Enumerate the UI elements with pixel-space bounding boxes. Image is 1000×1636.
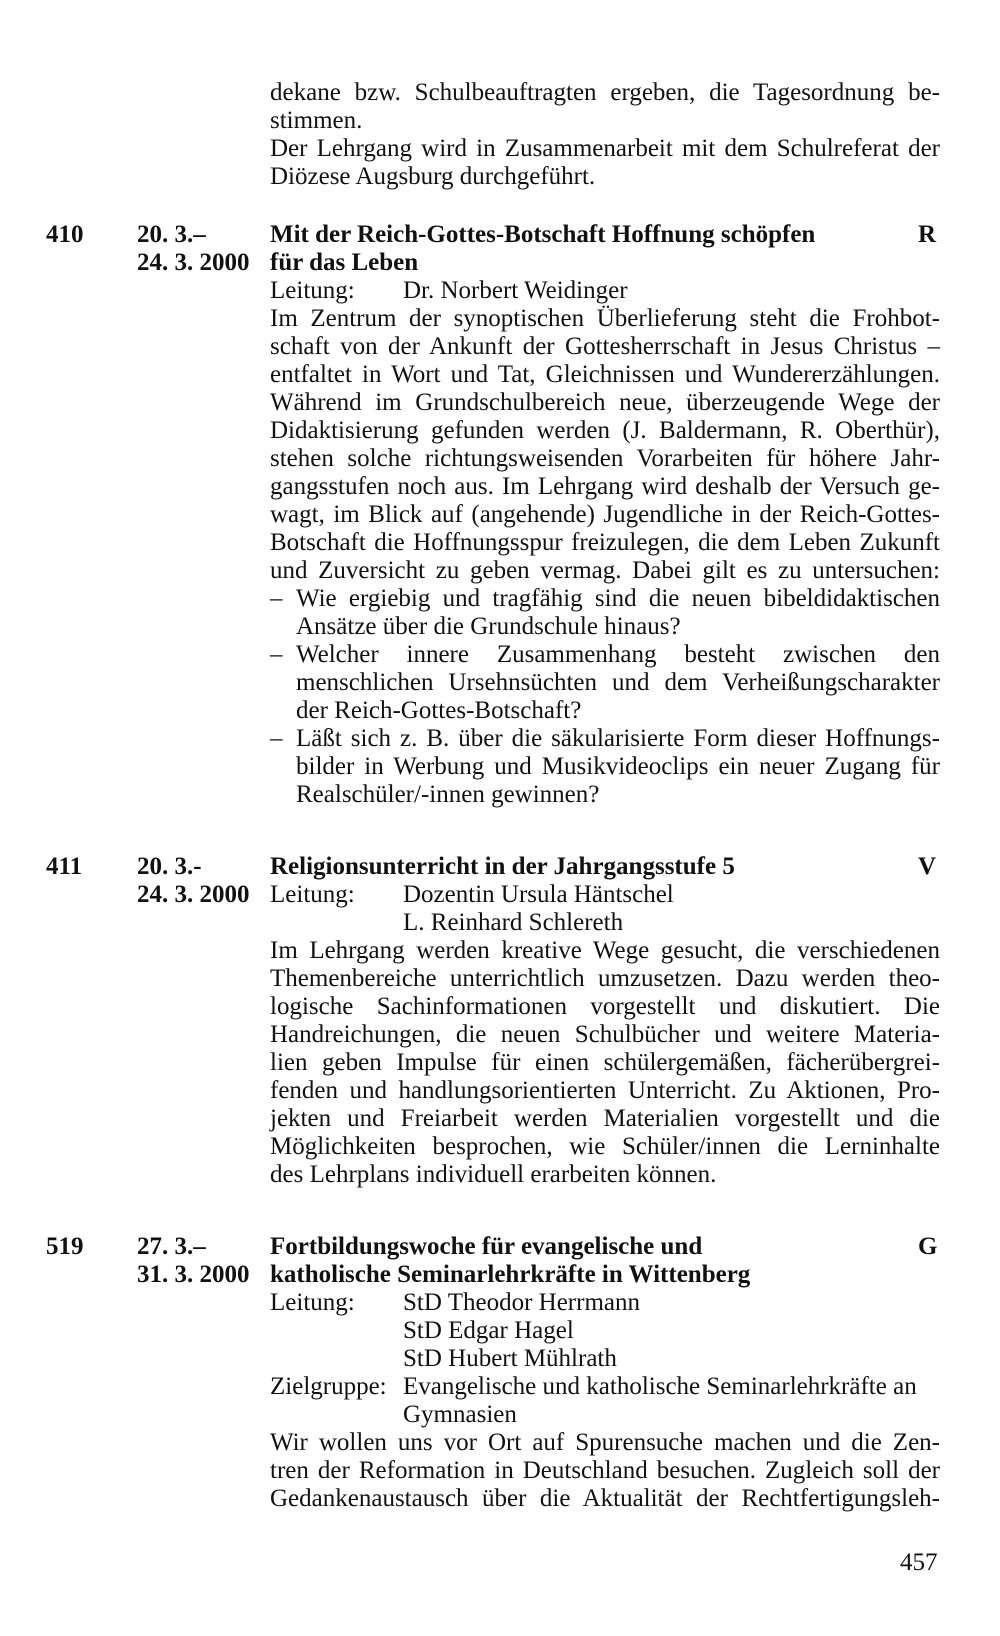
category-letter: R — [918, 221, 937, 248]
text-line: schaft von der Ankunft der Gottesherrschaft in Jesus Christus – — [270, 333, 940, 360]
text-line: fenden und handlungsorientierten Unterricht. Zu Aktionen, Pro- — [270, 1077, 940, 1104]
course-title: Mit der Reich-Gottes-Botschaft Hoffnung schöpfen — [270, 221, 816, 248]
course-number: 410 — [46, 221, 84, 248]
text-line: Botschaft die Hoffnungsspur freizulegen, die dem Leben Zukunft — [270, 529, 940, 556]
text-line: Im Lehrgang werden kreative Wege gesucht, die verschiedenen — [270, 937, 940, 964]
text-line: lien geben Impulse für einen schülergemäßen, fächerübergrei- — [270, 1049, 940, 1076]
text-line: logische Sachinformationen vorgestellt und diskutiert. Die — [270, 993, 940, 1020]
text-line: Ansätze über die Grundschule hinaus? — [296, 613, 681, 640]
text-line: der Reich-Gottes-Botschaft? — [296, 697, 582, 724]
date-to: 24. 3. 2000 — [137, 881, 250, 908]
text-line: bilder in Werbung und Musikvideoclips ein neuer Zugang für — [296, 753, 940, 780]
leitung-label: Leitung: — [270, 881, 355, 908]
date-to: 31. 3. 2000 — [137, 1261, 250, 1288]
bullet-dash: – — [270, 585, 283, 612]
text-line: des Lehrplans individuell erarbeiten können. — [270, 1161, 717, 1188]
course-title: Fortbildungswoche für evangelische und — [270, 1233, 703, 1260]
text-line: Wir wollen uns vor Ort auf Spurensuche machen und die Zen- — [270, 1429, 940, 1456]
text-line: Läßt sich z. B. über die säkularisierte Form dieser Hoffnungs- — [296, 725, 940, 752]
course-number: 411 — [46, 853, 83, 880]
leitung-label: Leitung: — [270, 277, 355, 304]
date-from: 20. 3.– — [137, 221, 206, 248]
leitung-name: L. Reinhard Schlereth — [403, 909, 624, 936]
course-title: Religionsunterricht in der Jahrgangsstufe 5 — [270, 853, 735, 880]
course-title: katholische Seminarlehrkräfte in Wittenberg — [270, 1261, 751, 1288]
leitung-name: StD Theodor Herrmann — [403, 1289, 640, 1316]
text-line: Diözese Augsburg durchgeführt. — [270, 163, 596, 190]
text-line: stimmen. — [270, 107, 363, 134]
leitung-name: Dr. Norbert Weidinger — [403, 277, 628, 304]
text-line: Realschüler/-innen gewinnen? — [296, 781, 600, 808]
course-number: 519 — [46, 1233, 84, 1260]
leitung-label: Leitung: — [270, 1289, 355, 1316]
leitung-name: StD Edgar Hagel — [403, 1317, 574, 1344]
text-line: dekane bzw. Schulbeauftragten ergeben, die Tagesordnung be- — [270, 79, 940, 106]
text-line: Wie ergiebig und tragfähig sind die neuen bibeldidaktischen — [296, 585, 940, 612]
bullet-dash: – — [270, 641, 283, 668]
text-line: Handreichungen, die neuen Schulbücher und weitere Materia- — [270, 1021, 940, 1048]
text-line: Im Zentrum der synoptischen Überlieferung steht die Frohbot- — [270, 305, 940, 332]
text-line: Welcher innere Zusammenhang besteht zwischen den — [296, 641, 940, 668]
text-line: Gedankenaustausch über die Aktualität der Rechtfertigungsleh- — [270, 1485, 940, 1512]
text-line: Möglichkeiten besprochen, wie Schüler/innen die Lerninhalte — [270, 1133, 940, 1160]
text-line: tren der Reformation in Deutschland besuchen. Zugleich soll der — [270, 1457, 940, 1484]
bullet-dash: – — [270, 725, 283, 752]
text-line: und Zuversicht zu geben vermag. Dabei gilt es zu untersuchen: — [270, 557, 940, 584]
date-from: 27. 3.– — [137, 1233, 206, 1260]
text-line: Der Lehrgang wird in Zusammenarbeit mit dem Schulreferat der — [270, 135, 940, 162]
category-letter: V — [918, 853, 937, 880]
text-line: gangsstufen noch aus. Im Lehrgang wird deshalb der Versuch ge- — [270, 473, 940, 500]
leitung-name: Dozentin Ursula Häntschel — [403, 881, 674, 908]
leitung-name: StD Hubert Mühlrath — [403, 1345, 617, 1372]
text-line: menschlichen Ursehnsüchten und dem Verheißungscharakter — [296, 669, 940, 696]
text-line: Themenbereiche unterrichtlich umzusetzen. Dazu werden theo- — [270, 965, 940, 992]
zielgruppe-label: Zielgruppe: — [270, 1373, 387, 1400]
text-line: Didaktisierung gefunden werden (J. Baldermann, R. Oberthür), — [270, 417, 940, 444]
text-line: jekten und Freiarbeit werden Materialien vorgestellt und die — [270, 1105, 940, 1132]
text-line: Während im Grundschulbereich neue, überzeugende Wege der — [270, 389, 940, 416]
zielgruppe-text: Evangelische und katholische Seminarlehrkräfte an — [403, 1373, 917, 1400]
date-to: 24. 3. 2000 — [137, 249, 250, 276]
page-number: 457 — [900, 1549, 938, 1576]
date-from: 20. 3.- — [137, 853, 202, 880]
text-line: entfaltet in Wort und Tat, Gleichnissen und Wundererzählungen. — [270, 361, 940, 388]
category-letter: G — [918, 1233, 938, 1260]
course-title: für das Leben — [270, 249, 419, 276]
zielgruppe-text: Gymnasien — [403, 1401, 517, 1428]
text-line: stehen solche richtungsweisenden Vorarbeiten für höhere Jahr- — [270, 445, 940, 472]
text-line: wagt, im Blick auf (angehende) Jugendliche in der Reich-Gottes- — [270, 501, 940, 528]
